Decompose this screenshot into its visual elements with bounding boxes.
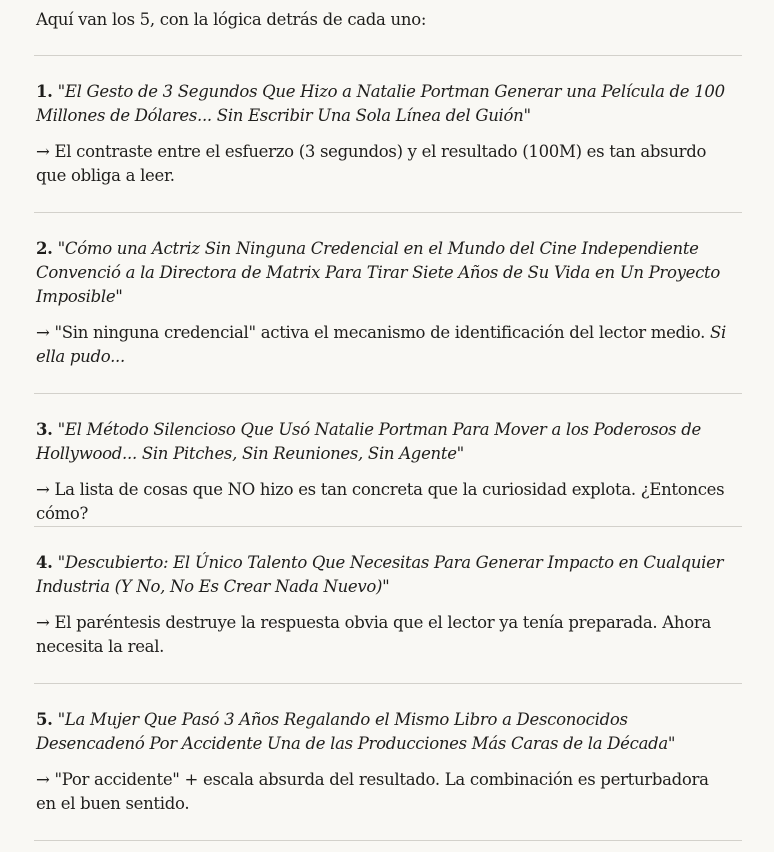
headline-3 <box>36 418 726 466</box>
divider <box>34 212 742 213</box>
rationale-text: → El contraste entre el esfuerzo (3 segundos) y el resultado (100M) es tan absurdo que obliga a leer. <box>36 142 707 185</box>
headline-5 <box>36 708 726 756</box>
rationale-emphasis: Si ella pudo... <box>36 323 727 366</box>
headline-text: "El Gesto de 3 Segundos Que Hizo a Natalie Portman Generar una Película de 100 Millones de Dólares... Sin Escribir Una Sola Línea del Guión" <box>36 82 725 125</box>
rationale-text: → "Por accidente" + escala absurda del resultado. La combinación es perturbadora en el buen sentido. <box>36 770 709 813</box>
headline-2 <box>36 237 726 309</box>
divider <box>34 526 742 527</box>
rationale-1 <box>36 140 726 188</box>
rationale-5 <box>36 768 726 816</box>
headline-text: "El Método Silencioso Que Usó Natalie Portman Para Mover a los Poderosos de Hollywood... Sin Pitches, Sin Reuniones, Sin Agente" <box>36 420 702 463</box>
divider <box>34 393 742 394</box>
rationale-text: → "Sin ninguna credencial" activa el mecanismo de identificación del lector medio. <box>36 323 711 342</box>
headline-number: 2. <box>36 239 53 258</box>
headline-number: 1. <box>36 82 53 101</box>
rationale-2 <box>36 321 726 369</box>
headline-number: 3. <box>36 420 53 439</box>
headline-4 <box>36 551 726 599</box>
divider <box>34 55 742 56</box>
rationale-text: → El paréntesis destruye la respuesta obvia que el lector ya tenía preparada. Ahora necesita la real. <box>36 613 712 656</box>
divider <box>34 840 742 841</box>
headline-number: 5. <box>36 710 53 729</box>
rationale-4 <box>36 611 726 659</box>
divider <box>34 683 742 684</box>
headline-text: "La Mujer Que Pasó 3 Años Regalando el Mismo Libro a Desconocidos Desencadenó Por Accidente Una de las Producciones Más Caras de la Década" <box>36 710 676 753</box>
headline-text: "Cómo una Actriz Sin Ninguna Credencial en el Mundo del Cine Independiente Convenció a la Directora de Matrix Para Tirar Siete Años de Su Vida en Un Proyecto Imposible" <box>36 239 721 306</box>
headline-text: "Descubierto: El Único Talento Que Necesitas Para Generar Impacto en Cualquier Industria (Y No, No Es Crear Nada Nuevo)" <box>36 553 724 596</box>
rationale-3 <box>36 478 726 526</box>
rationale-text: → La lista de cosas que NO hizo es tan concreta que la curiosidad explota. ¿Entonces cómo? <box>36 480 725 523</box>
intro-text: Aquí van los 5, con la lógica detrás de cada uno: <box>36 10 427 29</box>
headline-number: 4. <box>36 553 53 572</box>
headline-1 <box>36 80 726 128</box>
